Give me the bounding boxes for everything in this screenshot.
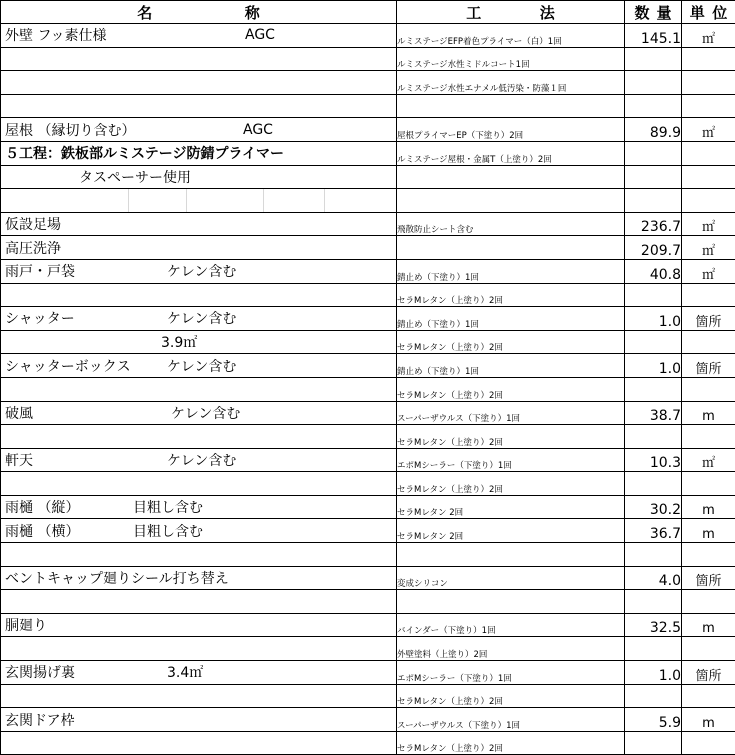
quantity-cell: [625, 47, 682, 71]
item-name-cell: [1, 495, 397, 519]
unit-cell: 箇所: [682, 307, 735, 331]
item-note: ケレン含む: [167, 356, 236, 376]
table-row: [1, 24, 735, 48]
item-name-cell: [1, 212, 397, 236]
unit-cell: [682, 71, 735, 95]
unit-cell: [682, 637, 735, 661]
method-cell: ルミステージEFP着色プライマー（白）1回: [397, 24, 625, 48]
table-row: [1, 401, 735, 425]
quantity-cell: 145.1: [625, 24, 682, 48]
table-row: [1, 141, 735, 165]
method-cell: 屋根プライマーEP（下塗り）2回: [397, 118, 625, 142]
unit-cell: ㎡: [682, 24, 735, 48]
item-name: 雨戸・戸袋: [5, 261, 75, 281]
item-name: 外壁 フッ素仕様: [5, 25, 106, 45]
method-cell: ルミステージ屋根・金属T（上塗り）2回: [397, 141, 625, 165]
item-name: シャッターボックス: [5, 356, 131, 376]
quantity-cell: [625, 71, 682, 95]
method-cell: エポMシーラー（下塗り）1回: [397, 661, 625, 685]
method-cell: スーパーザウルス（下塗り）1回: [397, 708, 625, 732]
header-unit: [682, 1, 735, 24]
header-method-char-1: 工: [466, 2, 481, 23]
method-cell: 錆止め（下塗り）1回: [397, 354, 625, 378]
item-name: ベントキャップ廻りシール打ち替え: [5, 568, 229, 588]
header-qty: [625, 1, 682, 24]
item-name-cell: [1, 71, 397, 95]
method-cell: 変成シリコン: [397, 566, 625, 590]
method-cell: ルミステージ水性エナメル低汚染・防藻１回: [397, 71, 625, 95]
method-cell: セラMレタン（上塗り）2回: [397, 330, 625, 354]
quantity-cell: 30.2: [625, 495, 682, 519]
item-name-cell: [1, 590, 397, 614]
table-row: [1, 307, 735, 331]
unit-cell: [682, 165, 735, 189]
header-qty-char-2: 量: [656, 2, 671, 23]
quantity-cell: [625, 283, 682, 307]
unit-cell: m: [682, 519, 735, 543]
method-cell: [397, 165, 625, 189]
unit-cell: 箇所: [682, 566, 735, 590]
unit-cell: [682, 425, 735, 449]
quantity-cell: [625, 590, 682, 614]
quantity-cell: [625, 684, 682, 708]
table-row: [1, 543, 735, 567]
unit-cell: [682, 283, 735, 307]
header-qty-char-1: 数: [634, 2, 649, 23]
table-row: [1, 448, 735, 472]
method-cell: [397, 236, 625, 260]
method-cell: [397, 189, 625, 213]
item-name: 玄関揚げ裏: [5, 662, 75, 682]
header-name-char-2: 称: [245, 2, 260, 23]
method-cell: スーパーザウルス（下塗り）1回: [397, 401, 625, 425]
item-name-cell: [1, 354, 397, 378]
item-name: 雨樋 （横）: [5, 521, 79, 541]
method-cell: エポMシーラー（下塗り）1回: [397, 448, 625, 472]
quantity-cell: 10.3: [625, 448, 682, 472]
method-cell: セラMレタン（上塗り）2回: [397, 472, 625, 496]
item-note: ケレン含む: [167, 261, 236, 281]
method-cell: セラMレタン（上塗り）2回: [397, 425, 625, 449]
item-name-cell: [1, 519, 397, 543]
table-row: [1, 47, 735, 71]
item-name-cell: [1, 613, 397, 637]
item-name-cell: [1, 283, 397, 307]
table-row: [1, 330, 735, 354]
unit-cell: ㎡: [682, 118, 735, 142]
method-cell: セラMレタン 2回: [397, 519, 625, 543]
item-note: 3.4㎡: [167, 662, 203, 682]
unit-cell: m: [682, 613, 735, 637]
unit-cell: ㎡: [682, 212, 735, 236]
faint-divider: [186, 189, 187, 212]
item-name-cell: [1, 637, 397, 661]
item-name-cell: [1, 684, 397, 708]
table-row: [1, 94, 735, 118]
unit-cell: [682, 377, 735, 401]
unit-cell: [682, 47, 735, 71]
table-row: [1, 731, 735, 755]
item-note: 目粗し含む: [133, 497, 203, 517]
unit-cell: m: [682, 495, 735, 519]
table-row: [1, 283, 735, 307]
item-name-cell: [1, 377, 397, 401]
item-name: ５工程：鉄板部ルミステージ防錆プライマー: [5, 143, 284, 163]
item-name-cell: [1, 24, 397, 48]
item-name-cell: [1, 401, 397, 425]
table-row: [1, 425, 735, 449]
method-cell: [397, 590, 625, 614]
method-cell: 外壁塗料（上塗り）2回: [397, 637, 625, 661]
unit-cell: ㎡: [682, 236, 735, 260]
unit-cell: [682, 189, 735, 213]
method-cell: バインダー（下塗り）1回: [397, 613, 625, 637]
quantity-cell: 236.7: [625, 212, 682, 236]
table-row: [1, 684, 735, 708]
quantity-cell: 4.0: [625, 566, 682, 590]
item-note: ケレン含む: [167, 450, 236, 470]
quantity-cell: 38.7: [625, 401, 682, 425]
item-note: ケレン含む: [171, 403, 240, 423]
item-name: 仮設足場: [5, 214, 61, 234]
unit-cell: ㎡: [682, 448, 735, 472]
item-name: 軒天: [5, 450, 33, 470]
item-name-cell: [1, 47, 397, 71]
quantity-cell: 209.7: [625, 236, 682, 260]
item-name-cell: [1, 731, 397, 755]
item-name: 高圧洗浄: [5, 238, 61, 258]
unit-cell: 箇所: [682, 354, 735, 378]
item-name-cell: [1, 236, 397, 260]
item-name-cell: [1, 708, 397, 732]
unit-cell: [682, 472, 735, 496]
method-cell: 飛散防止シート含む: [397, 212, 625, 236]
item-note: ケレン含む: [167, 308, 236, 328]
item-name: 雨樋 （縦）: [5, 497, 79, 517]
table-row: [1, 71, 735, 95]
table-row: [1, 212, 735, 236]
faint-divider: [324, 189, 325, 212]
method-cell: セラMレタン（上塗り）2回: [397, 731, 625, 755]
item-name-cell: [1, 94, 397, 118]
item-name-cell: [1, 566, 397, 590]
item-note: タスペーサー使用: [79, 167, 191, 187]
method-cell: セラMレタン 2回: [397, 495, 625, 519]
item-name-cell: [1, 118, 397, 142]
unit-cell: [682, 330, 735, 354]
table-row: [1, 495, 735, 519]
table-row: [1, 189, 735, 213]
item-name-cell: [1, 259, 397, 283]
table-row: [1, 590, 735, 614]
item-name-cell: [1, 330, 397, 354]
item-note: AGC: [243, 122, 273, 138]
quantity-cell: 32.5: [625, 613, 682, 637]
item-name: 玄関ドア枠: [5, 710, 75, 730]
table-row: [1, 165, 735, 189]
quantity-cell: [625, 94, 682, 118]
table-row: [1, 566, 735, 590]
table-row: [1, 354, 735, 378]
header-method: [397, 1, 625, 24]
unit-cell: [682, 141, 735, 165]
method-cell: [397, 94, 625, 118]
quantity-cell: 1.0: [625, 307, 682, 331]
item-note: 目粗し含む: [133, 521, 203, 541]
item-name: 屋根 （縁切り含む）: [5, 120, 135, 140]
quantity-cell: 5.9: [625, 708, 682, 732]
quantity-cell: 36.7: [625, 519, 682, 543]
item-name: シャッター: [5, 308, 75, 328]
method-cell: セラMレタン（上塗り）2回: [397, 684, 625, 708]
quantity-cell: [625, 425, 682, 449]
unit-cell: [682, 590, 735, 614]
table-row: [1, 118, 735, 142]
item-name: 破風: [5, 403, 33, 423]
unit-cell: ㎡: [682, 259, 735, 283]
quantity-cell: 1.0: [625, 354, 682, 378]
header-row: [1, 1, 735, 24]
header-method-char-2: 法: [540, 2, 555, 23]
table-body: [1, 24, 735, 755]
quantity-cell: 89.9: [625, 118, 682, 142]
item-name-cell: [1, 543, 397, 567]
header-name: [1, 1, 397, 24]
item-name-cell: [1, 425, 397, 449]
quantity-cell: [625, 543, 682, 567]
item-name-cell: [1, 165, 397, 189]
method-cell: セラMレタン（上塗り）2回: [397, 377, 625, 401]
table-row: [1, 519, 735, 543]
method-cell: ルミステージ水性ミドルコート1回: [397, 47, 625, 71]
unit-cell: m: [682, 401, 735, 425]
faint-divider: [128, 189, 129, 212]
quantity-cell: [625, 377, 682, 401]
item-name-cell: [1, 661, 397, 685]
table-row: [1, 472, 735, 496]
table-row: [1, 661, 735, 685]
quantity-cell: [625, 637, 682, 661]
quantity-cell: [625, 141, 682, 165]
item-name-cell: [1, 448, 397, 472]
table-row: [1, 259, 735, 283]
unit-cell: [682, 543, 735, 567]
quantity-cell: [625, 731, 682, 755]
table-row: [1, 637, 735, 661]
quantity-cell: 1.0: [625, 661, 682, 685]
unit-cell: 箇所: [682, 661, 735, 685]
table-row: [1, 708, 735, 732]
header-name-char-1: 名: [137, 2, 152, 23]
quantity-cell: [625, 165, 682, 189]
method-cell: 錆止め（下塗り）1回: [397, 259, 625, 283]
table-row: [1, 377, 735, 401]
unit-cell: [682, 94, 735, 118]
header-unit-char-1: 単: [690, 2, 705, 23]
table-row: [1, 613, 735, 637]
unit-cell: m: [682, 708, 735, 732]
faint-divider: [263, 189, 264, 212]
item-name-cell: [1, 189, 397, 213]
unit-cell: [682, 731, 735, 755]
method-cell: セラMレタン（上塗り）2回: [397, 283, 625, 307]
header-unit-char-2: 位: [712, 2, 727, 23]
item-name: 胴廻り: [5, 615, 47, 635]
quantity-cell: [625, 330, 682, 354]
method-cell: 錆止め（下塗り）1回: [397, 307, 625, 331]
quantity-cell: [625, 189, 682, 213]
item-note: AGC: [245, 27, 275, 43]
item-name-cell: [1, 472, 397, 496]
quantity-cell: 40.8: [625, 259, 682, 283]
item-name-cell: [1, 141, 397, 165]
table-row: [1, 236, 735, 260]
quantity-cell: [625, 472, 682, 496]
item-note: 3.9㎡: [161, 332, 197, 352]
unit-cell: [682, 684, 735, 708]
method-cell: [397, 543, 625, 567]
item-name-cell: [1, 307, 397, 331]
